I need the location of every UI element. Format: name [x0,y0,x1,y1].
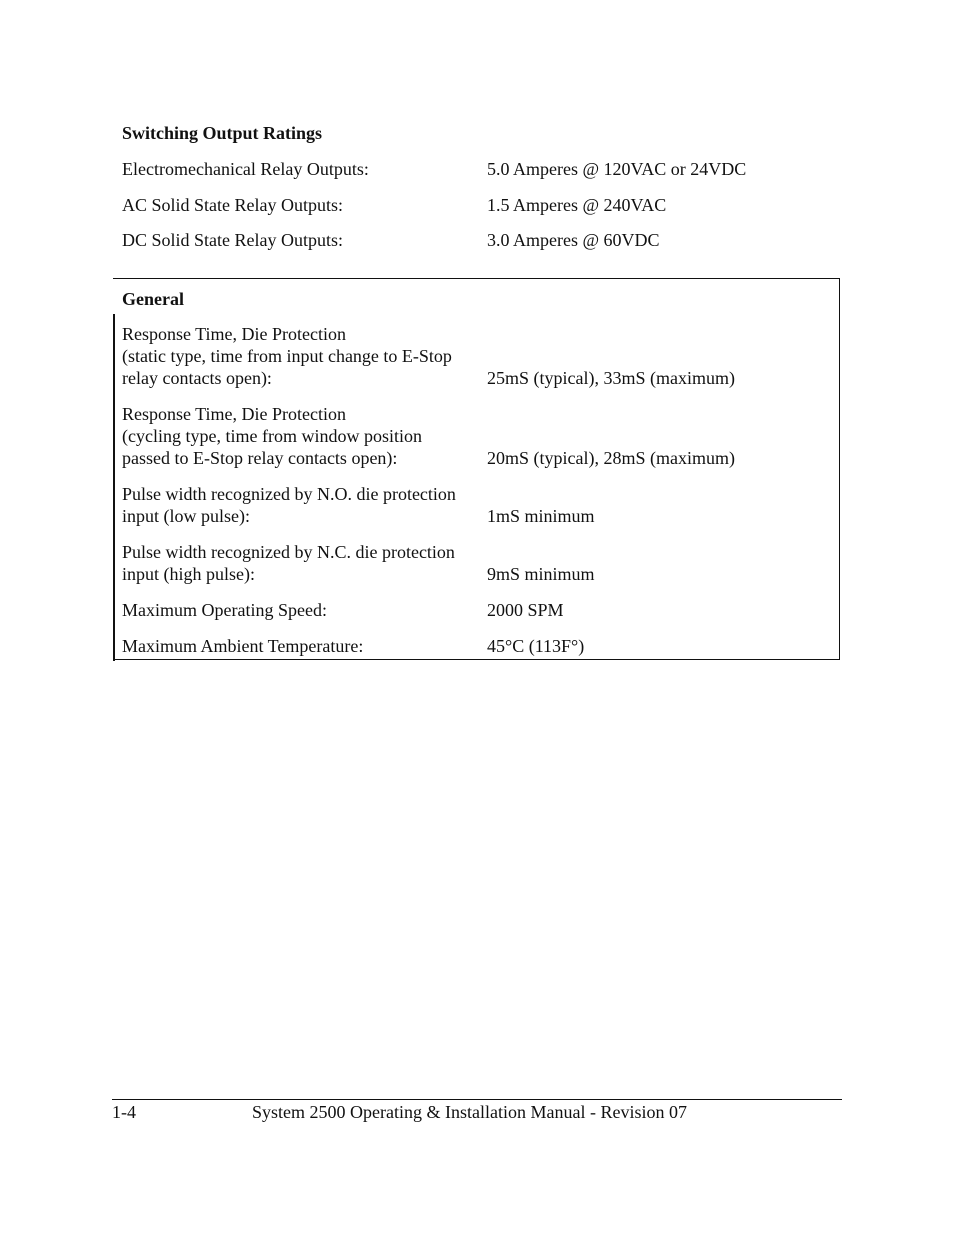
footer-page-number: 1-4 [112,1102,136,1122]
label-line: Response Time, Die Protection [122,404,346,424]
general-label-pulse-nc [122,541,482,585]
general-label-pulse-no [122,483,482,527]
general-heading: General [122,289,184,309]
general-value-response-cycling: 20mS (typical), 28mS (maximum) [487,448,735,468]
label-line: Maximum Operating Speed: [122,600,327,620]
switching-value-ac-ssr: 1.5 Amperes @ 240VAC [487,195,667,215]
label-line: Maximum Ambient Temperature: [122,636,364,656]
switching-heading: Switching Output Ratings [122,123,323,143]
general-value-max-temp: 45°C (113F°) [487,636,585,656]
general-label-response-cycling [122,403,482,469]
label-line: (static type, time from input change to E-Stop [122,346,452,366]
switching-value-electromechanical: 5.0 Amperes @ 120VAC or 24VDC [487,159,747,179]
label-line: passed to E-Stop relay contacts open): [122,448,398,468]
general-label-max-temp [122,635,482,657]
label-line: Pulse width recognized by N.O. die protection [122,484,456,504]
general-label-response-static [122,323,482,389]
label-line: input (high pulse): [122,564,255,584]
label-line: relay contacts open): [122,368,272,388]
general-value-response-static: 25mS (typical), 33mS (maximum) [487,368,735,388]
label-line: (cycling type, time from window position [122,426,422,446]
label-line: Response Time, Die Protection [122,324,346,344]
footer-title: System 2500 Operating & Installation Manual - Revision 07 [252,1102,687,1122]
general-value-pulse-no: 1mS minimum [487,506,595,526]
general-value-pulse-nc: 9mS minimum [487,564,595,584]
general-value-max-speed: 2000 SPM [487,600,564,620]
switching-value-dc-ssr: 3.0 Amperes @ 60VDC [487,230,660,250]
label-line: Pulse width recognized by N.C. die protection [122,542,455,562]
label-line: input (low pulse): [122,506,250,526]
footer-rule [112,1099,842,1100]
switching-label-dc-ssr: DC Solid State Relay Outputs: [122,230,344,250]
general-label-max-speed [122,599,482,621]
switching-label-electromechanical: Electromechanical Relay Outputs: [122,159,369,179]
switching-label-ac-ssr: AC Solid State Relay Outputs: [122,195,344,215]
general-table-left-rule [113,314,115,661]
